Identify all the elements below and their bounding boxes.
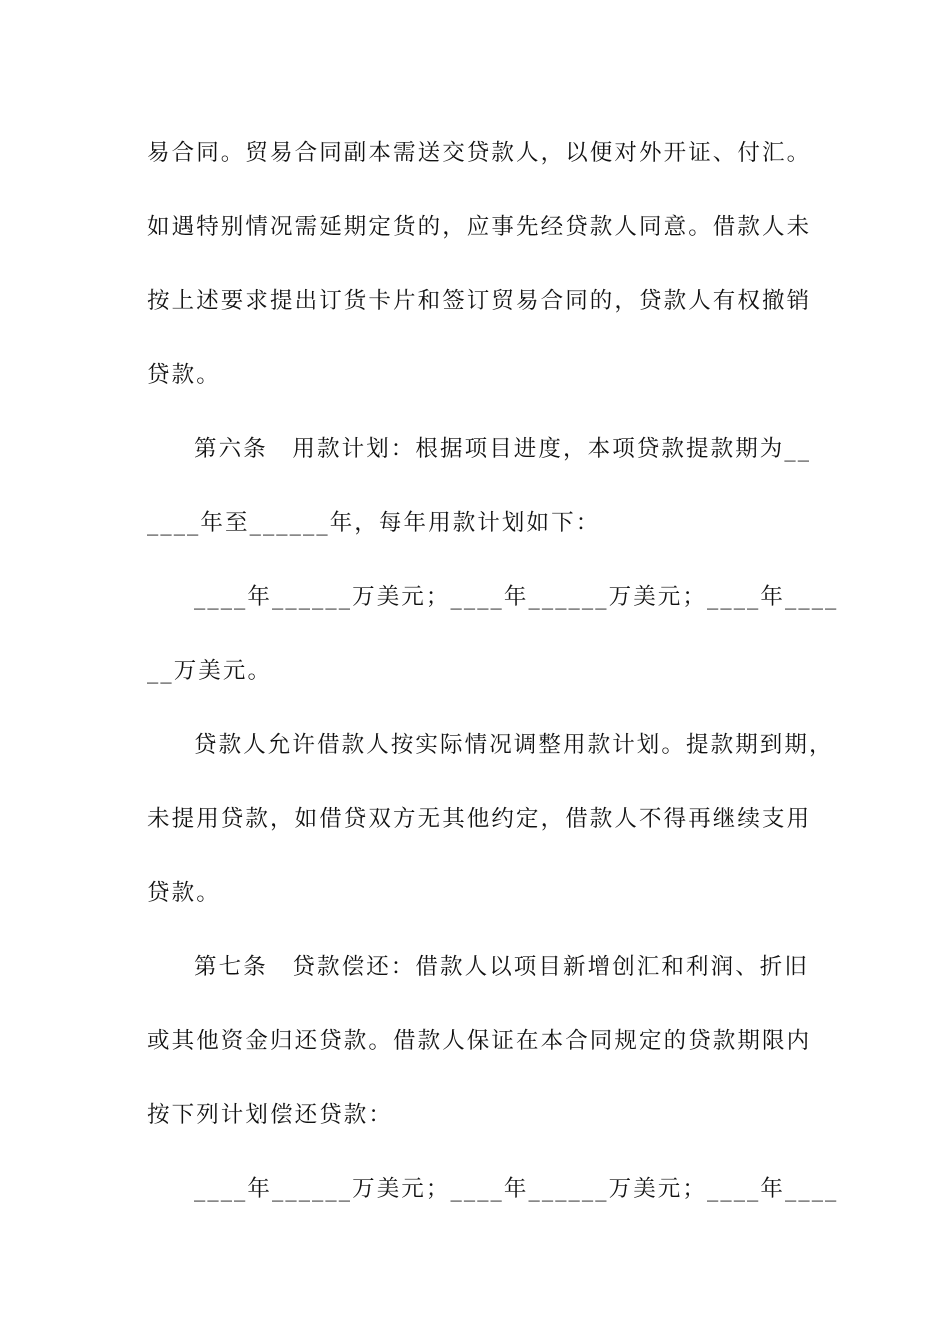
repayment-plan-line: ____年______万美元；____年______万美元；____年____ [194, 1176, 839, 1202]
text-line: ____年至______年，每年用款计划如下： [147, 510, 601, 536]
article-six-heading-line: 第六条 用款计划：根据项目进度，本项贷款提款期为__ [194, 436, 812, 462]
text-line: __万美元。 [147, 658, 273, 684]
article-seven-heading-line: 第七条 贷款偿还：借款人以项目新增创汇和利润、折旧 [194, 954, 810, 980]
text-line: 贷款。 [147, 880, 221, 906]
text-line: 未提用贷款，如借贷双方无其他约定，借款人不得再继续支用 [147, 806, 812, 832]
text-line: 按上述要求提出订货卡片和签订贸易合同的，贷款人有权撤销 [147, 288, 812, 314]
paragraph-start-line: 贷款人允许借款人按实际情况调整用款计划。提款期到期， [194, 732, 834, 758]
text-line: 如遇特别情况需延期定货的，应事先经贷款人同意。借款人未 [147, 214, 812, 240]
disbursement-plan-line: ____年______万美元；____年______万美元；____年____ [194, 584, 839, 610]
text-line: 易合同。贸易合同副本需送交贷款人，以便对外开证、付汇。 [147, 140, 812, 166]
text-line: 贷款。 [147, 362, 221, 388]
text-line: 按下列计划偿还贷款： [147, 1102, 394, 1128]
text-line: 或其他资金归还贷款。借款人保证在本合同规定的贷款期限内 [147, 1028, 812, 1054]
